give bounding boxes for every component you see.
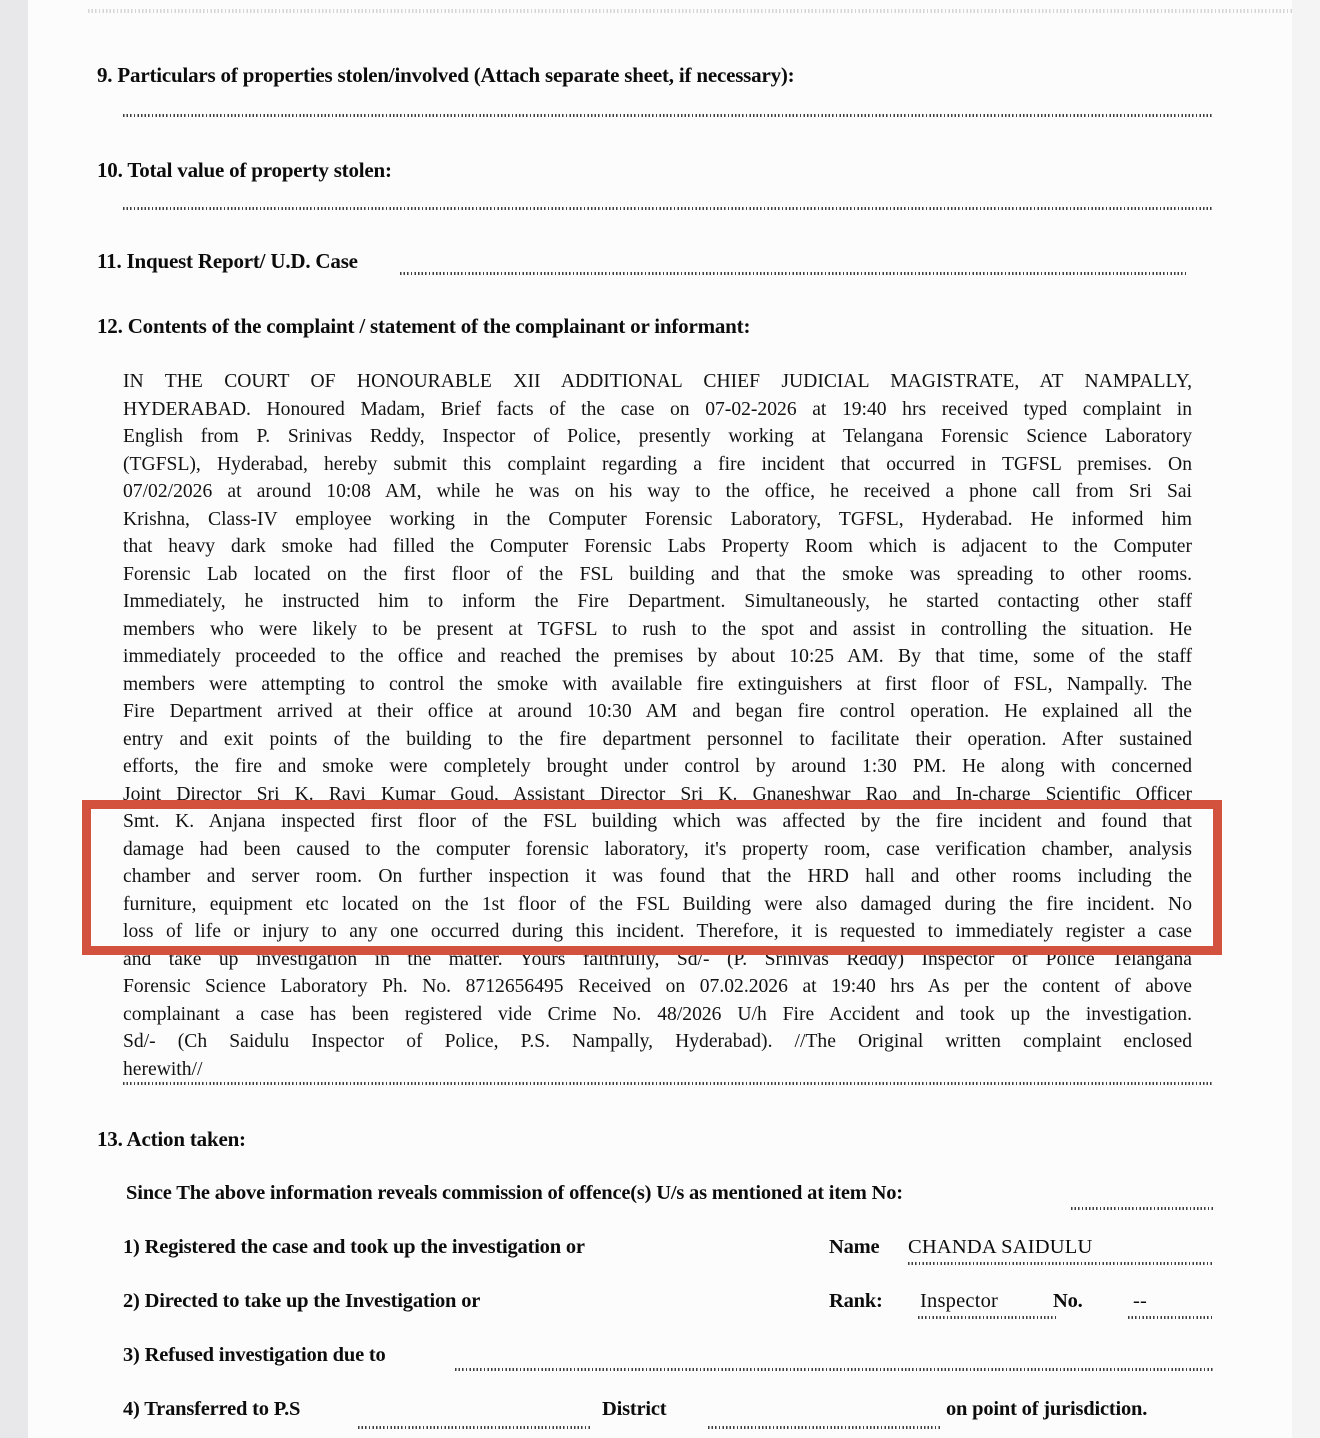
refused-blank-line (455, 1368, 1213, 1371)
action-item-4-text: 4) Transferred to P.S (123, 1398, 301, 1420)
action-item-1-row (123, 1236, 1213, 1264)
complaint-line: 07/02/2026 at around 10:08 AM, while he was on his way to the office, he received a phone call from Sri Sai (123, 481, 1192, 502)
complaint-line: Joint Director Sri K. Ravi Kumar Goud, Assistant Director Sri K. Gnaneshwar Rao and In-charge Scientific Officer (123, 783, 1192, 805)
complaint-line: herewith// (123, 1058, 203, 1080)
action-item-3-text: 3) Refused investigation due to (123, 1344, 386, 1366)
action-item-2-text: 2) Directed to take up the Investigation or (123, 1290, 481, 1312)
complaint-line: and take up investigation in the matter. Yours faithfully, Sd/- (P. Srinivas Reddy) Inspector of Police Telangana (123, 948, 1192, 970)
complaint-line: HYDERABAD. Honoured Madam, Brief facts of the case on 07-02-2026 at 19:40 hrs received typed complaint in (123, 398, 1192, 420)
action-item-1-text: 1) Registered the case and took up the investigation or (123, 1236, 585, 1258)
no-label: No. (1053, 1290, 1083, 1312)
name-value: CHANDA SAIDULU (908, 1236, 1093, 1258)
fir-form-page (28, 0, 1292, 1438)
rank-field (829, 1290, 1213, 1318)
scan-margin-left (0, 0, 28, 1438)
section-9-heading: 9. Particulars of properties stolen/involved (Attach separate sheet, if necessary): (97, 63, 795, 87)
name-label: Name (829, 1236, 880, 1258)
complaint-line: Forensic Lab located on the first floor of the FSL building and that the smoke was spreading to other rooms. (123, 563, 1192, 585)
action-intro-text: Since The above information reveals commission of offence(s) U/s as mentioned at item No: (126, 1182, 903, 1204)
complaint-end-line (123, 1082, 1213, 1085)
complaint-line: complainant a case has been registered vide Crime No. 48/2026 U/h Fire Accident and took up the investigation. (123, 1003, 1192, 1025)
complaint-line: Smt. K. Anjana inspected first floor of the FSL building which was affected by the fire incident and found that (123, 811, 1192, 832)
district-label: District (602, 1398, 667, 1420)
no-blank-line (1128, 1316, 1213, 1319)
complaint-line: Forensic Science Laboratory Ph. No. 8712656495 Received on 07.02.2026 at 19:40 hrs As per the content of above (123, 976, 1192, 997)
complaint-line: (TGFSL), Hyderabad, hereby submit this complaint regarding a fire incident that occurred in TGFSL premises. On (123, 453, 1192, 475)
complaint-line: that heavy dark smoke had filled the Computer Forensic Labs Property Room which is adjacent to the Computer (123, 536, 1192, 557)
item-no-blank-line (1071, 1207, 1213, 1210)
complaint-line: furniture, equipment etc located on the 1st floor of the FSL Building were also damaged during the fire incident. No (123, 893, 1192, 915)
highlight-box (82, 800, 1222, 955)
name-blank-line (908, 1262, 1213, 1265)
complaint-line: immediately proceeded to the office and reached the premises by about 10:25 AM. By that time, some of the staff (123, 646, 1192, 667)
complaint-line: Fire Department arrived at their office at around 10:30 AM and began fire control operation. He explained all the (123, 701, 1192, 722)
complaint-line: Krishna, Class-IV employee working in the Computer Forensic Laboratory, TGFSL, Hyderabad. He informed him (123, 508, 1192, 530)
section-11-blank-line (400, 272, 1188, 275)
section-11-heading: 11. Inquest Report/ U.D. Case (97, 249, 358, 273)
action-item-4-row (123, 1398, 1213, 1426)
complaint-line: IN THE COURT OF HONOURABLE XII ADDITIONAL CHIEF JUDICIAL MAGISTRATE, AT NAMPALLY, (123, 371, 1192, 392)
complaint-line: members were attempting to control the smoke with available fire extinguishers at first floor of FSL, Nampally. The (123, 673, 1192, 695)
rank-label: Rank: (829, 1290, 883, 1312)
complaint-line: members who were likely to be present at TGFSL to rush to the spot and assist in controlling the situation. He (123, 618, 1192, 640)
ps-blank-line (358, 1426, 592, 1429)
name-field (829, 1236, 1213, 1264)
action-item-3-row (123, 1344, 1213, 1372)
action-item-2-row (123, 1290, 1213, 1318)
complaint-line: loss of life or injury to any one occurred during this incident. Therefore, it is requested to immediately register a case (123, 921, 1192, 942)
jurisdiction-text: on point of jurisdiction. (946, 1398, 1148, 1420)
dotted-line-remnant (88, 9, 1292, 13)
rank-blank-line (918, 1316, 1056, 1319)
district-blank-line (708, 1426, 940, 1429)
complaint-line: chamber and server room. On further inspection it was found that the HRD hall and other rooms including the (123, 866, 1192, 887)
rank-value: Inspector (920, 1290, 999, 1312)
scan-margin-right (1292, 0, 1320, 1438)
section-10-blank-line (123, 207, 1213, 210)
complaint-line: Sd/- (Ch Saidulu Inspector of Police, P.S. Nampally, Hyderabad). //The Original written complaint enclosed (123, 1031, 1192, 1052)
section-9-blank-line (123, 114, 1213, 117)
section-13-heading: 13. Action taken: (97, 1127, 246, 1151)
complaint-line: English from P. Srinivas Reddy, Inspector of Police, presently working at Telangana Forensic Science Laboratory (123, 426, 1192, 447)
complaint-text (123, 368, 1192, 1083)
complaint-line: efforts, the fire and smoke were completely brought under control by around 1:30 PM. He along with concerned (123, 756, 1192, 777)
section-10-heading: 10. Total value of property stolen: (97, 158, 392, 182)
complaint-line: entry and exit points of the building to the fire department personnel to facilitate their operation. After sustained (123, 728, 1192, 750)
complaint-line: damage had been caused to the computer forensic laboratory, it's property room, case verification chamber, analysis (123, 838, 1192, 860)
action-intro-row (123, 1182, 1213, 1210)
section-12-heading: 12. Contents of the complaint / statement of the complainant or informant: (97, 314, 751, 338)
complaint-line: Immediately, he instructed him to inform the Fire Department. Simultaneously, he started contacting other staff (123, 591, 1192, 612)
no-value: -- (1133, 1290, 1148, 1312)
